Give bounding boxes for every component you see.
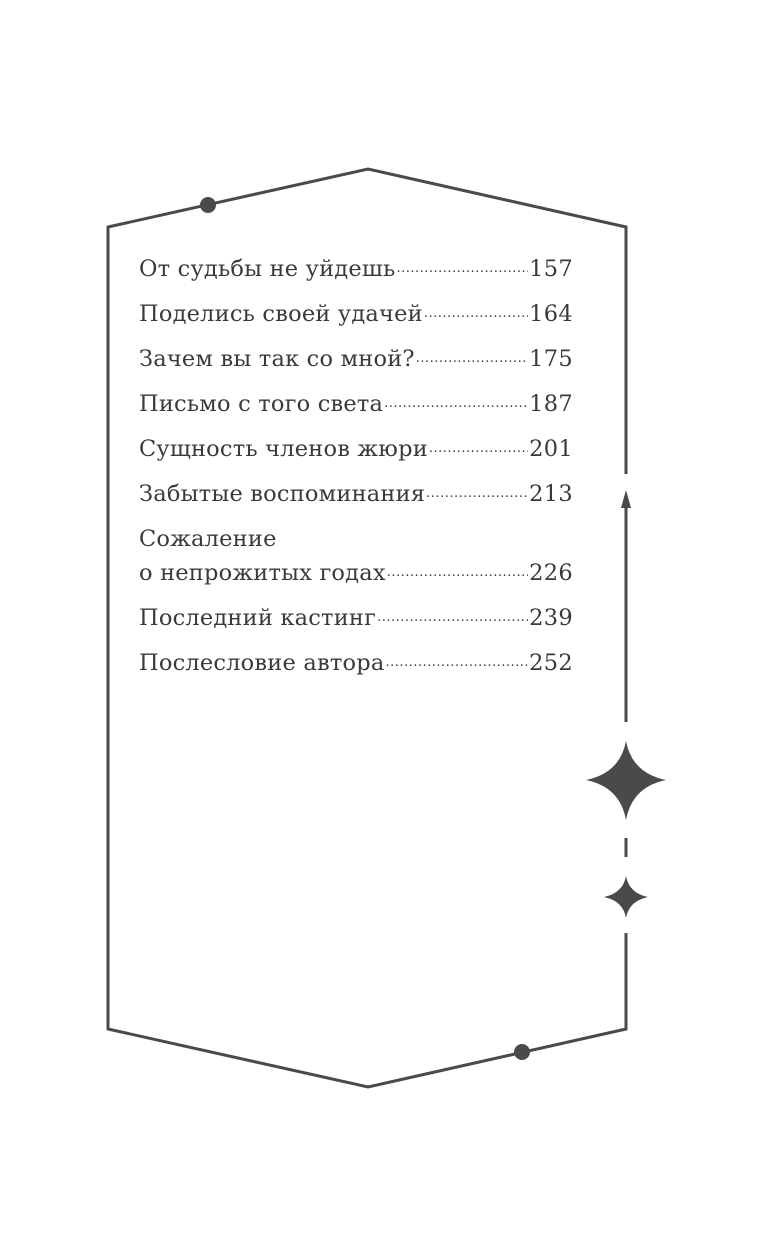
large-sparkle-icon bbox=[586, 741, 666, 820]
arrow-up-icon bbox=[621, 490, 631, 508]
toc-entry-title: Зачем вы так со мной? bbox=[139, 346, 415, 372]
toc-entry-title: Сущность членов жюри bbox=[139, 436, 428, 462]
toc-leader-dots bbox=[387, 558, 528, 581]
toc-leader-dots bbox=[377, 603, 528, 626]
toc-leader-dots bbox=[396, 254, 528, 277]
toc-entry-page: 187 bbox=[529, 391, 573, 417]
toc-entry-second-line bbox=[139, 556, 573, 590]
toc-entry-title: Забытые воспоминания bbox=[139, 481, 426, 507]
toc-entry bbox=[139, 522, 573, 590]
small-sparkle-icon bbox=[604, 876, 648, 918]
toc-entry-title: Послесловие автора bbox=[139, 650, 385, 676]
toc-leader-dots bbox=[384, 389, 528, 412]
toc-entry-title: Последний кастинг bbox=[139, 605, 377, 631]
toc-entry-page: 201 bbox=[529, 436, 573, 462]
toc-entry-page: 175 bbox=[529, 346, 573, 372]
frame-dot-icon bbox=[200, 197, 216, 213]
toc-entry bbox=[139, 297, 573, 331]
toc-entry bbox=[139, 601, 573, 635]
toc-entry-title: Сожаление bbox=[139, 526, 277, 552]
table-of-contents bbox=[139, 252, 573, 691]
toc-entry-title: Письмо с того света bbox=[139, 391, 384, 417]
toc-leader-dots bbox=[416, 344, 528, 367]
toc-entry-page: 239 bbox=[529, 605, 573, 631]
toc-entry-page: 252 bbox=[529, 650, 573, 676]
toc-entry bbox=[139, 477, 573, 511]
toc-leader-dots bbox=[385, 648, 528, 671]
toc-leader-dots bbox=[429, 434, 528, 457]
toc-entry bbox=[139, 432, 573, 466]
toc-entry bbox=[139, 342, 573, 376]
toc-leader-dots bbox=[424, 299, 528, 322]
toc-entry-title: Поделись своей удачей bbox=[139, 301, 423, 327]
toc-entry-page: 157 bbox=[529, 256, 573, 282]
toc-entry-title-continued: о непрожитых годах bbox=[139, 560, 386, 586]
toc-entry-page: 213 bbox=[529, 481, 573, 507]
toc-entry bbox=[139, 646, 573, 680]
toc-entry-page: 164 bbox=[529, 301, 573, 327]
toc-entry-first-line bbox=[139, 522, 573, 556]
toc-entry-page: 226 bbox=[529, 560, 573, 586]
frame-dot-icon bbox=[514, 1044, 530, 1060]
toc-entry bbox=[139, 387, 573, 421]
toc-entry bbox=[139, 252, 573, 286]
toc-leader-dots bbox=[426, 479, 528, 502]
toc-entry-title: От судьбы не уйдешь bbox=[139, 256, 396, 282]
